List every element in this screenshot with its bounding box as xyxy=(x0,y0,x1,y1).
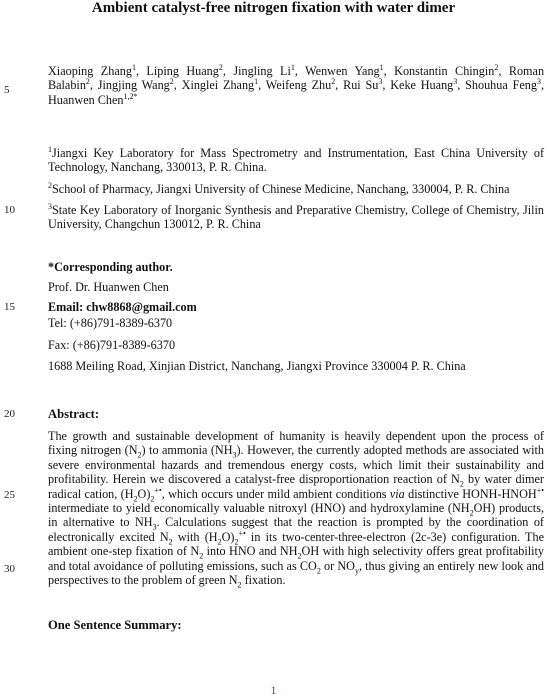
corresponding-heading: *Corresponding author. xyxy=(48,260,173,274)
author: Huanwen Chen xyxy=(48,92,124,107)
corresponding-mark: * xyxy=(133,91,138,101)
corresponding-fax: Fax: (+86)791-8389-6370 xyxy=(48,338,176,352)
affiliation-1: $^1$Jiangxi Key Laboratory for Mass Spectrometry and Instrumentation, East China University of Technology, Nanchang, 330013, P. R. China. xyxy=(48,144,544,175)
author: Xinglei Zhang xyxy=(181,78,255,93)
line-number: 25 xyxy=(4,489,15,501)
author: Wenwen Yang xyxy=(305,64,380,78)
author: Liping Huang xyxy=(146,64,219,78)
affiliation-2: $^2$School of Pharmacy, Jiangxi University of Chinese Medicine, Nanchang, 330004, P. R. China xyxy=(48,180,510,196)
author: Roman Balabin xyxy=(48,64,545,93)
line-number: 30 xyxy=(4,563,15,575)
author: Jingjing Wang xyxy=(97,78,170,93)
author: Keke Huang xyxy=(390,78,454,93)
line-number: 20 xyxy=(4,408,15,420)
author: Konstantin Chingin xyxy=(394,64,495,78)
author: Jingling Li xyxy=(233,64,291,78)
page-number: 1 xyxy=(270,683,277,697)
author: Weifeng Zhu xyxy=(265,78,332,93)
summary-heading: One Sentence Summary: xyxy=(48,618,182,632)
author: Shouhua Feng xyxy=(465,78,537,93)
corresponding-name: Prof. Dr. Huanwen Chen xyxy=(48,280,169,294)
corresponding-address: 1688 Meiling Road, Xinjian District, Nanchang, Jiangxi Province 330004 P. R. China xyxy=(48,359,466,373)
abstract-body: The growth and sustainable development of humanity is heavily dependent upon the process of fixing nitrogen $(N_2)$ to ammonia $(NH_3)$. However, the currently adopted methods are associated with severe environmental hazards and tremendous energy costs, which limit their sustainability and profitability. Herein we discovered a catalyst-free disproportionation reaction of $N_2$ by water dimer radical cation, $(H_2O)_2^{+•}$, which occurs under mild ambient conditions via distinctive HONH-HNOH+• intermediate to yield economically valuable nitroxyl (HNO) and hydroxylamine $(NH_2OH)$ products, in alternative to $NH_3$. Calculations suggest that the reaction is prompted by the coordination of electronically excited $N_2$ with $(H_2O)_2^{+•}$ in its two-center-three-electron (2c-3e) configuration. The ambient one-step fixation of $N_2$ into HNO and $NH_2OH$ with high selectivity offers great profitability and total avoidance of polluting emissions, such as $CO_2$ or $NO_y$, thus giving an entirely new look and perspectives to the problem of green $N_2$ fixation. xyxy=(48,429,545,590)
line-number: 15 xyxy=(4,301,15,313)
line-number: 10 xyxy=(4,204,15,216)
line-number: 5 xyxy=(4,84,10,96)
author: Rui Su xyxy=(343,78,379,93)
corresponding-email: Email: chw8868@gmail.com xyxy=(48,300,197,314)
abstract-heading: Abstract: xyxy=(48,407,100,421)
author-list: Xiaoping Zhang$^1$, Liping Huang$^2$, Jingling Li$^1$, Wenwen Yang$^1$, Konstantin Chingin$^2$, Roman Balabin$^2$, Jingjing Wang$^2$, Xinglei Zhang$^1$, Weifeng Zhu$^2$, Rui Su$^3$, Keke Huang$^3$, Shouhua Feng$^3$, Huanwen Chen$^{1,2*}$ xyxy=(48,62,545,107)
paper-title: Ambient catalyst-free nitrogen fixation with water dimer xyxy=(91,0,456,16)
author: Xiaoping Zhang xyxy=(48,64,132,78)
affiliation-3: $^3$State Key Laboratory of Inorganic Synthesis and Preparative Chemistry, College of Chemistry, Jilin University, Changchun 130012, P. R. China xyxy=(48,201,544,232)
corresponding-tel: Tel: (+86)791-8389-6370 xyxy=(48,316,173,330)
